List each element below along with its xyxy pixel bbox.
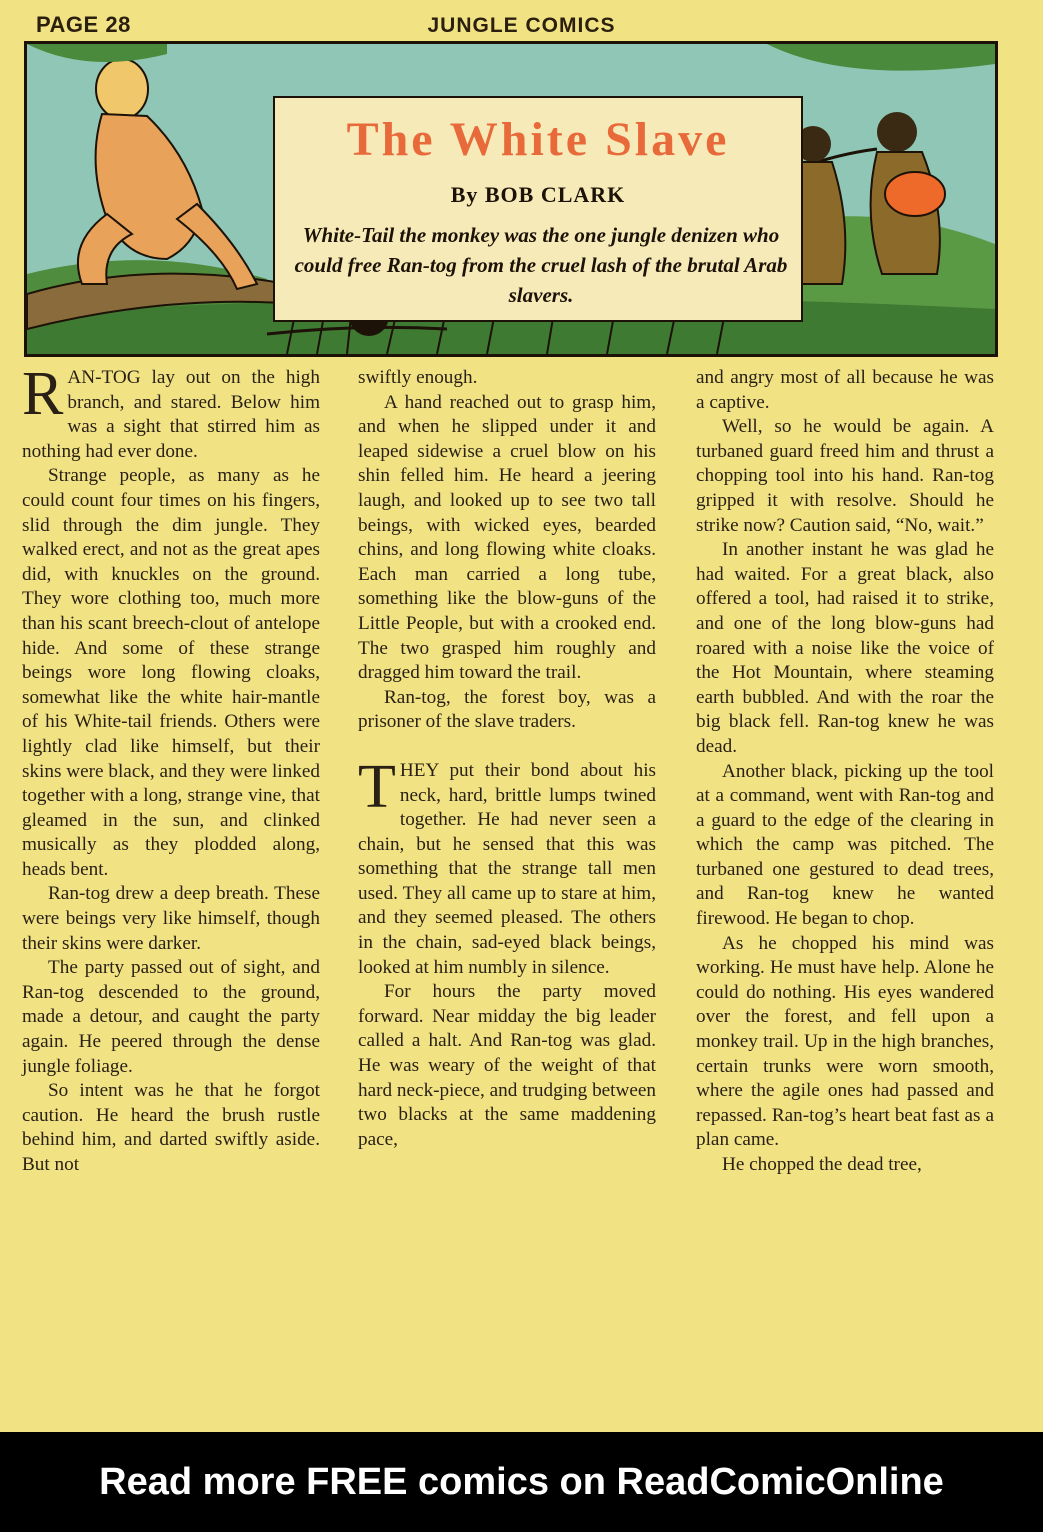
paragraph: Well, so he would be again. A turbaned guard freed him and thrust a chopping tool into his hand. Ran-tog gripped it with resolve. Should he strike now? Caution said, “No, wait.” <box>696 416 994 536</box>
paragraph: In another instant he was glad he had waited. For a great black, also offered a tool, had raised it to strike, and one of the long blow-guns had roared with a noise like the voice of the Hot Mountain, where steaming earth bubbled. And with the roar the big black fell. Ran-tog knew he was dead. <box>696 539 994 757</box>
promo-footer[interactable] <box>0 1432 1043 1532</box>
paragraph: RAN-TOG lay out on the high branch, and stared. Below him was a sight that stirred him as nothing had ever done. <box>22 360 320 462</box>
title-box <box>273 96 803 322</box>
paragraph: Another black, picking up the tool at a command, went with Ran-tog and a guard to the edge of the clearing in which the camp was pitched. The turbaned one gestured to dead trees, and Ran-tog knew he wanted firewood. He began to chop. <box>696 760 994 930</box>
paragraph: and angry most of all because he was a captive. <box>696 367 994 413</box>
text-column-1 <box>22 360 320 1178</box>
paragraph: Strange people, as many as he could count four times on his fingers, slid through the dim jungle. They walked erect, and not as the great apes did, with knuckles on the ground. They wore clothing too, much more than his scant breech-clout of antelope hide. And some of these strange beings wore long flowing cloaks, somewhat like the white hair-mantle of his White-tail friends. Others were lightly clad like himself, but their skins were black, and they were linked together with a long, strange vine, that gleamed in the sun, and clinked musically as they plodded along, heads bent. <box>22 465 320 880</box>
paragraph: Ran-tog, the forest boy, was a prisoner of the slave traders. <box>358 686 656 733</box>
paragraph: Ran-tog drew a deep breath. These were beings very like himself, though their skins were darker. <box>22 883 320 954</box>
paragraph: So intent was he that he forgot caution. He heard the brush rustle behind him, and darted swiftly aside. But not <box>22 1080 320 1175</box>
page-number: PAGE 28 <box>36 12 131 37</box>
paragraph: A hand reached out to grasp him, and when he slipped under it and leaped sidewise a cruel blow on his shin felled him. He heard a jeering laugh, and looked up to see two tall beings, with wicked eyes, bearded chins, and long flowing white cloaks. Each man carried a long tube, something like the blow-guns of the Little People, but with a crooked end. The two grasped him roughly and dragged him toward the trail. <box>358 391 656 684</box>
text-column-2 <box>358 366 656 1152</box>
paragraph: He chopped the dead tree, <box>722 1154 922 1175</box>
section-break <box>358 735 656 759</box>
paragraph: swiftly enough. <box>358 367 478 388</box>
footer-text[interactable]: Read more FREE comics on ReadComicOnline <box>99 1460 944 1503</box>
story-blurb: White-Tail the monkey was the one jungle denizen who could free Ran-tog from the cruel lash of the brutal Arab slavers. <box>294 223 788 307</box>
paragraph: The party passed out of sight, and Ran-tog descended to the ground, made a detour, and caught the party again. He peered through the dense jungle foliage. <box>22 957 320 1077</box>
paragraph: For hours the party moved forward. Near midday the big leader called a halt. And Ran-tog was glad. He was weary of the weight of that hard neck-piece, and trudging between two blacks at the same maddening pace, <box>358 981 656 1150</box>
paragraph: As he chopped his mind was working. He must have help. Alone he could do nothing. His eyes wandered over the forest, and fell upon a monkey trail. Up in the high branches, certain trunks were worn smooth, where the agile ones had passed and repassed. Ran-tog’s heart beat fast as a plan came. <box>696 932 994 1151</box>
story-banner <box>24 41 998 357</box>
magazine-title: JUNGLE COMICS <box>427 14 616 37</box>
paragraph: THEY put their bond about his neck, hard, brittle lumps twined together. He had never seen a chain, but he sensed that this was something that the strange tall men used. They all came up to stare at him, and they seemed pleased. The others in the chain, sad-eyed black beings, looked at him numbly in silence. <box>358 752 656 978</box>
story-byline: By BOB CLARK <box>450 182 626 207</box>
story-title: The White Slave <box>346 113 730 166</box>
text-column-3 <box>696 366 994 1178</box>
